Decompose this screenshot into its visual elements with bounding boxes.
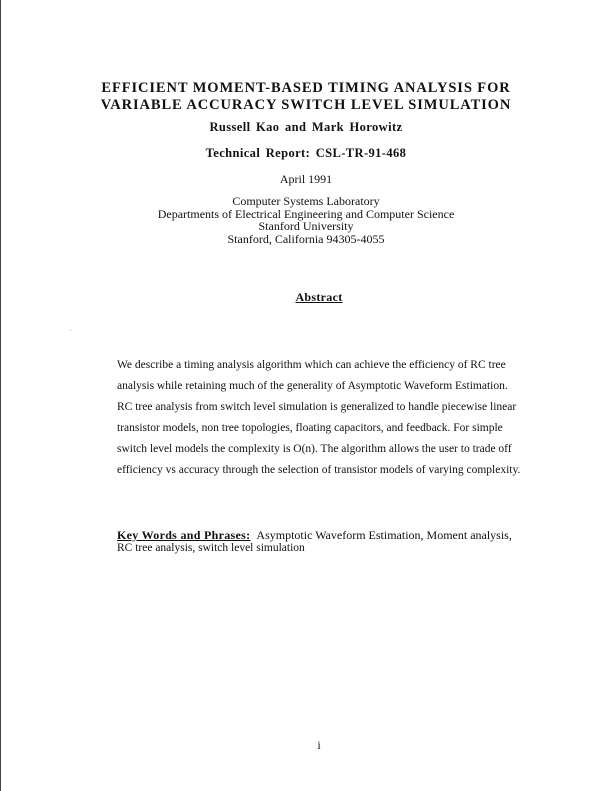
keywords-section — [117, 529, 537, 555]
affiliation-university: Stanford University — [258, 219, 354, 233]
abstract-heading: Abstract — [295, 290, 343, 304]
page-edge-line — [0, 0, 1, 791]
paper-title — [0, 80, 612, 113]
keywords-line-1 — [117, 529, 537, 542]
affiliation-lab: Computer Systems Laboratory — [232, 194, 380, 208]
abstract-line: RC tree analysis from switch level simulation is generalized to handle piecewise linear — [117, 401, 517, 413]
title-line-1: EFFICIENT MOMENT-BASED TIMING ANALYSIS FOR — [101, 80, 511, 96]
affiliation-address: Stanford, California 94305-4055 — [227, 231, 385, 246]
keywords-label: Key Words and Phrases: — [117, 528, 251, 542]
abstract-line: analysis while retaining much of the generality of Asymptotic Waveform Estimation. — [117, 380, 508, 392]
title-line-2: VARIABLE ACCURACY SWITCH LEVEL SIMULATION — [100, 96, 512, 113]
abstract-line: efficiency vs accuracy through the selection of transistor models of varying complexity. — [117, 464, 521, 476]
publication-date: April 1991 — [279, 172, 333, 186]
abstract-line: transistor models, non tree topologies, floating capacitors, and feedback. For simple — [117, 422, 503, 434]
scan-speck — [70, 330, 71, 331]
abstract-line: We describe a timing analysis algorithm which can achieve the efficiency of RC tree — [117, 359, 506, 371]
keywords-text-1: Asymptotic Waveform Estimation, Moment analysis, — [256, 528, 512, 542]
authors: Russell Kao and Mark Horowitz — [209, 120, 403, 134]
report-number: Technical Report: CSL-TR-91-468 — [205, 146, 407, 160]
affiliation-departments: Departments of Electrical Engineering and Computer Science — [157, 206, 455, 221]
abstract-body — [117, 355, 537, 481]
keywords-text-2: RC tree analysis, switch level simulation — [117, 542, 305, 554]
affiliation — [0, 195, 612, 245]
page-number: i — [317, 738, 321, 752]
abstract-line: switch level models the complexity is O(n). The algorithm allows the user to trade off — [117, 443, 512, 455]
